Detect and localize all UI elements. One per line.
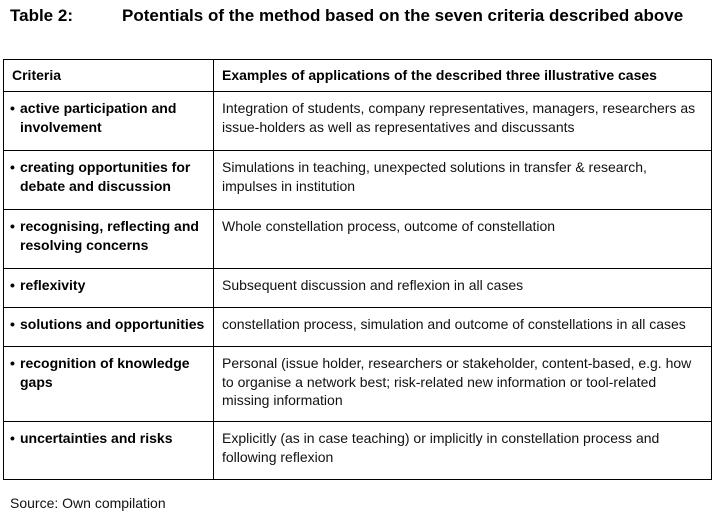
example-cell: Explicitly (as in case teaching) or implicitly in constellation process and following reflexion [214, 422, 712, 480]
criterion-cell [4, 422, 214, 480]
table-title: Potentials of the method based on the seven criteria described above [122, 6, 684, 25]
table-row [4, 210, 712, 269]
criterion-text: creating opportunities for debate and discussion [20, 159, 191, 194]
example-cell: Subsequent discussion and reflexion in all cases [214, 269, 712, 308]
source-note: Source: Own compilation [10, 495, 166, 511]
criterion-text: active participation and involvement [20, 100, 177, 135]
table-row [4, 422, 712, 480]
table-number: Table 2: [10, 6, 73, 25]
bullet-icon: • [10, 316, 15, 332]
example-cell: Whole constellation process, outcome of constellation [214, 210, 712, 269]
table-header-row [4, 60, 712, 92]
criterion-text: uncertainties and risks [20, 430, 173, 446]
bullet-icon: • [10, 100, 15, 116]
criterion-text: solutions and opportunities [20, 316, 205, 332]
table-row [4, 151, 712, 210]
bullet-icon: • [10, 218, 15, 234]
bullet-icon: • [10, 159, 15, 175]
criterion-text: recognition of knowledge gaps [20, 355, 190, 390]
criterion-text: reflexivity [20, 277, 86, 293]
criterion-cell [4, 347, 214, 422]
criterion-cell [4, 92, 214, 151]
table-row [4, 347, 712, 422]
criterion-cell [4, 308, 214, 347]
header-criteria: Criteria [4, 60, 214, 92]
example-cell: constellation process, simulation and outcome of constellations in all cases [214, 308, 712, 347]
bullet-icon: • [10, 355, 15, 371]
table-caption [10, 6, 710, 26]
header-examples: Examples of applications of the described three illustrative cases [214, 60, 712, 92]
table-row [4, 308, 712, 347]
example-cell: Personal (issue holder, researchers or stakeholder, content-based, e.g. how to organise a network best; risk-related new information or tool-related missing information [214, 347, 712, 422]
criteria-table [3, 59, 712, 480]
table-row [4, 269, 712, 308]
criterion-text: recognising, reflecting and resolving concerns [20, 218, 199, 253]
bullet-icon: • [10, 277, 15, 293]
table-row [4, 92, 712, 151]
criterion-cell [4, 269, 214, 308]
example-cell: Integration of students, company representatives, managers, researchers as issue-holders as well as representatives and discussants [214, 92, 712, 151]
criterion-cell [4, 210, 214, 269]
criterion-cell [4, 151, 214, 210]
example-cell: Simulations in teaching, unexpected solutions in transfer & research, impulses in institution [214, 151, 712, 210]
bullet-icon: • [10, 430, 15, 446]
